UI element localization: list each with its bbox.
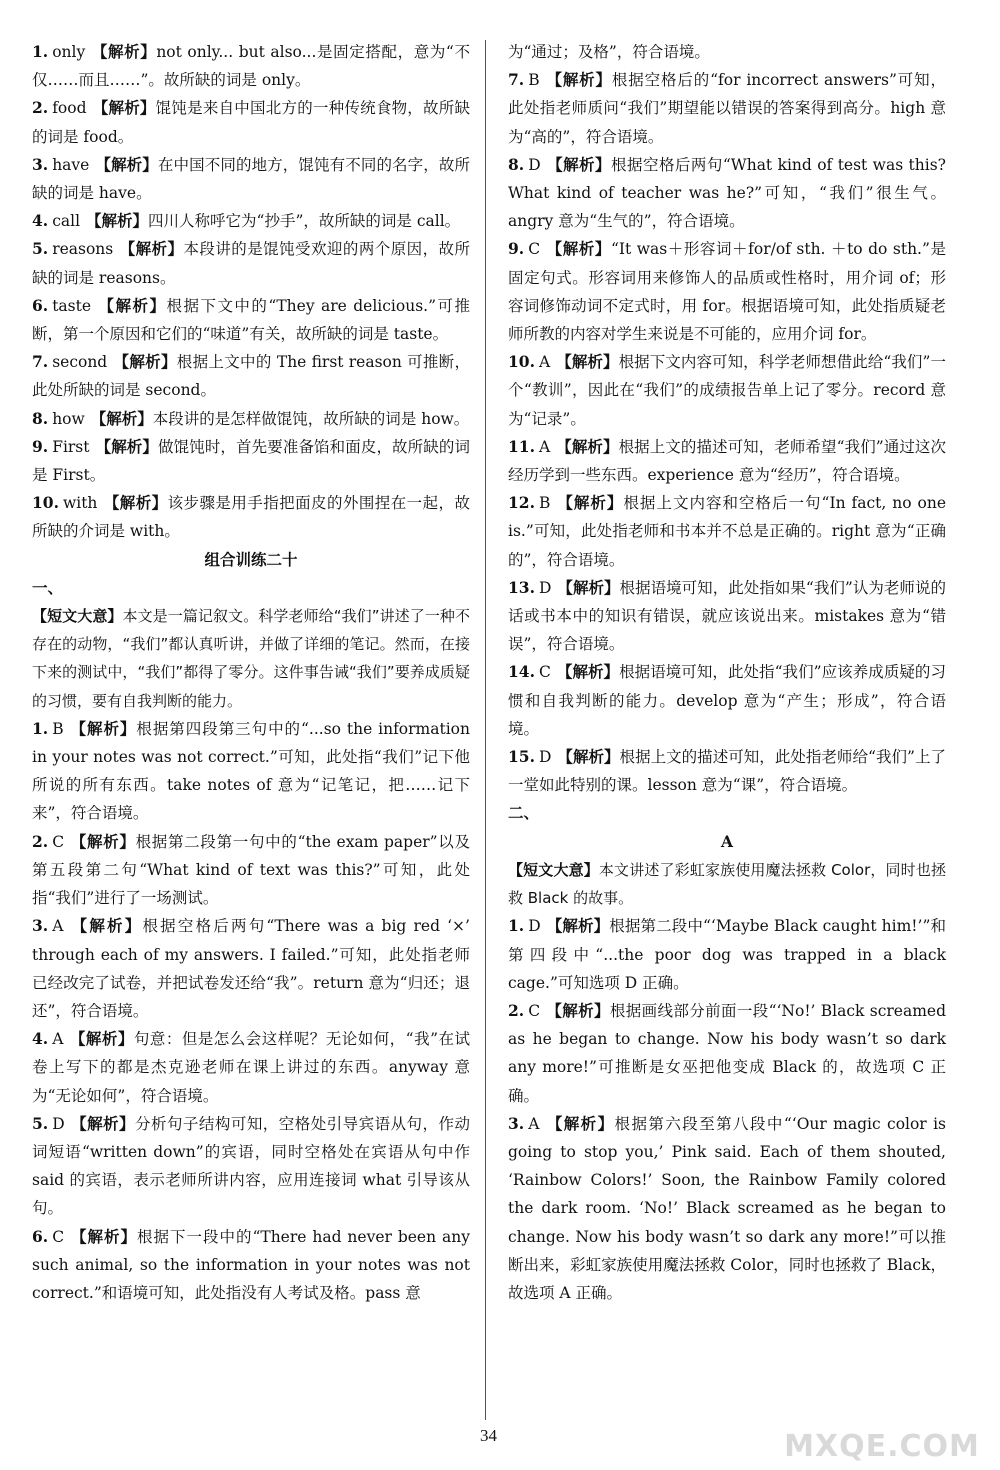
item-number: 11. <box>508 436 535 456</box>
item-answer: call <box>52 212 81 231</box>
analysis-tag: 【解析】 <box>556 436 619 456</box>
answer-item <box>32 1025 470 1110</box>
analysis-tag: 【解析】 <box>556 352 619 372</box>
analysis-tag: 【解析】 <box>113 352 177 372</box>
item-explanation: 做馄饨时，首先要准备馅和面皮，故所缺的词是 First。 <box>32 437 470 485</box>
item-answer: food <box>52 99 87 118</box>
item-number: 2. <box>508 1000 525 1020</box>
answer-item <box>32 912 470 1025</box>
summary-paragraph-1 <box>32 602 470 715</box>
item-number: 2. <box>32 98 49 118</box>
analysis-tag: 【解析】 <box>69 718 137 738</box>
watermark-text: MXQE.COM <box>784 1429 980 1464</box>
analysis-tag: 【解析】 <box>546 916 610 936</box>
item-explanation: 根据第二段第一句中的“the exam paper”以及第五段第二句“What kind of text was this?”可知，此处指“我们”进行了一场测试。 <box>32 832 470 908</box>
analysis-tag: 【解析】 <box>90 408 153 428</box>
item-number: 9. <box>32 436 49 456</box>
answer-item <box>32 151 470 207</box>
answer-item <box>32 489 470 545</box>
answer-list-part3 <box>508 66 946 799</box>
item-answer: D <box>538 578 552 597</box>
answer-item <box>32 207 470 235</box>
analysis-tag: 【解析】 <box>95 154 158 174</box>
item-answer: C <box>538 663 551 682</box>
item-number: 6. <box>32 295 49 315</box>
item-number: 14. <box>508 662 535 682</box>
item-explanation: 根据上文中的 The first reason 可推断，此处所缺的词是 second。 <box>32 353 470 400</box>
item-explanation: 根据空格后的“for incorrect answers”可知，此处指老师质问“我们”期望能以错误的答案得到高分。high 意为“高的”，符合语境。 <box>508 71 946 146</box>
part-one-heading: 一、 <box>32 577 64 597</box>
item-explanation: 根据语境可知，此处指如果“我们”认为老师说的话或书本中的知识有错误，就应该说出来。mistakes 意为“错误”，符合语境。 <box>508 578 946 654</box>
item-number: 7. <box>508 70 525 90</box>
item-number: 6. <box>32 1226 49 1246</box>
item-explanation: 根据上文的描述可知，此处指老师给“我们”上了一堂如此特别的课。lesson 意为“课”，符合语境。 <box>508 748 946 795</box>
item-number: 5. <box>32 1113 49 1133</box>
summary-paragraph-2 <box>508 856 946 912</box>
item-number: 10. <box>32 493 59 513</box>
answer-item <box>32 38 470 94</box>
item-explanation: 馄饨是来自中国北方的一种传统食物，故所缺的词是 food。 <box>32 99 470 146</box>
item-explanation: “It was＋形容词＋for/of sth. ＋to do sth.”是固定句式。形容词用来修饰人的品质或性格时，用介词 of；形容词修饰动词不定式时，用 for。根据语境可知，此处指质疑老师所教的内容对学生来说是不可能的，应用介词 for。 <box>508 240 946 344</box>
answer-item <box>508 348 946 433</box>
answer-list-part2 <box>32 715 470 1307</box>
item-answer: B <box>528 71 540 90</box>
item-answer: First <box>52 437 90 456</box>
left-column <box>32 38 470 1307</box>
answer-item <box>32 348 470 404</box>
answer-item <box>508 743 946 799</box>
analysis-tag: 【解析】 <box>69 1029 134 1049</box>
item-number: 1. <box>32 718 49 738</box>
item-answer: C <box>52 832 65 851</box>
item-explanation: 根据第六段至第八段中“‘Our magic color is going to stop you,’ Pink said. Each of them shouted, ‘Rainbow Colors!’ Soon, the Rainbow Family colored the dark room. ‘No!’ Black screamed as he began to change. Now his body wasn’t so dark any more!”可以推断出来，彩虹家族使用魔法拯救 Color，同时也拯救了 Black，故选项 A 正确。 <box>508 1114 946 1302</box>
answer-item <box>32 828 470 913</box>
analysis-tag: 【解析】 <box>557 747 620 767</box>
item-answer: D <box>528 155 541 174</box>
item-explanation: 根据空格后两句“There was a big red ‘×’ through each of my answers. I failed.”可知，此处指老师已经改完了试卷，并把试卷发还给“我”。return 意为“归还；退还”，符合语境。 <box>32 917 470 1020</box>
analysis-tag: 【解析】 <box>103 493 168 513</box>
item-explanation: 四川人称呼它为“抄手”，故所缺的词是 call。 <box>148 212 461 231</box>
answer-item <box>508 1110 946 1307</box>
item-explanation: 在中国不同的地方，馄饨有不同的名字，故所缺的词是 have。 <box>32 155 470 203</box>
item-explanation: 根据上文内容和空格后一句“In fact, no one is.”可知，此处指老师和书本并不总是正确的。right 意为“正确的”，符合语境。 <box>508 494 946 569</box>
answer-item <box>32 292 470 348</box>
analysis-tag: 【解析】 <box>546 154 612 174</box>
item-answer: with <box>62 494 98 513</box>
item-number: 13. <box>508 577 535 597</box>
item-explanation: 根据下文中的“They are delicious.”可推断，第一个原因和它们的“味道”有关，故所缺的词是 taste。 <box>32 296 470 344</box>
analysis-tag: 【解析】 <box>70 1113 135 1133</box>
answer-item <box>508 489 946 574</box>
answer-list-part4 <box>508 912 946 1307</box>
analysis-tag: 【解析】 <box>95 436 159 456</box>
part-a-heading: A <box>720 831 734 851</box>
item-explanation: 根据空格后两句“What kind of test was this? What kind of teacher was he?”可知，“我们”很生气。angry 意为“生气的”，符合语境。 <box>508 155 946 231</box>
answer-item <box>508 151 946 236</box>
item-answer: D <box>538 748 552 767</box>
summary-text: 本文是一篇记叙文。科学老师给“我们”讲述了一种不存在的动物，“我们”都认真听讲，并做了详细的笔记。然而，在接下来的测试中，“我们”都得了零分。这件事告诫“我们”要养成质疑的习惯，要有自我判断的能力。 <box>32 607 470 710</box>
answer-item <box>508 912 946 997</box>
item-answer: have <box>52 155 90 174</box>
answer-item <box>32 715 470 828</box>
analysis-tag: 【解析】 <box>557 577 620 597</box>
summary-tag: 【短文大意】 <box>32 607 123 626</box>
answer-item <box>508 433 946 489</box>
item-number: 8. <box>32 408 49 428</box>
item-number: 12. <box>508 493 535 513</box>
item-explanation: 分析句子结构可知，空格处引导宾语从句，作动词短语“written down”的宾语，同时空格处在宾语从句中作 said 的宾语，表示老师所讲内容，应用连接词 what 引导该从句。 <box>32 1114 470 1218</box>
analysis-tag: 【解析】 <box>70 1226 138 1246</box>
answer-item <box>508 66 946 151</box>
item-answer: C <box>52 1227 65 1246</box>
part-two-heading: 二、 <box>508 803 540 823</box>
item-explanation: 根据语境可知，此处指“我们”应该养成质疑的习惯和自我判断的能力。develop 意为“产生；形成”，符合语境。 <box>508 663 946 738</box>
item-explanation: 本段讲的是怎样做馄饨，故所缺的词是 how。 <box>152 409 470 428</box>
item-number: 3. <box>508 1113 525 1133</box>
continued-text: 为“通过；及格”，符合语境。 <box>508 43 710 61</box>
item-number: 1. <box>508 916 525 936</box>
item-number: 5. <box>32 239 49 259</box>
right-column <box>508 38 946 1307</box>
item-explanation: 根据第四段第三句中的“...so the information in your notes was not correct.”可知，此处指“我们”记下他所说的所有东西。take notes of 意为“记笔记，把……记下来”，符合语境。 <box>32 719 470 823</box>
analysis-tag: 【解析】 <box>86 211 149 231</box>
answer-item <box>32 1110 470 1223</box>
answer-item <box>508 574 946 659</box>
answer-item <box>508 997 946 1110</box>
item-answer: C <box>528 1001 541 1020</box>
analysis-tag: 【解析】 <box>545 1113 615 1133</box>
analysis-tag: 【解析】 <box>556 493 624 513</box>
answer-item <box>32 1223 470 1308</box>
item-answer: how <box>52 409 85 428</box>
analysis-tag: 【解析】 <box>70 831 136 851</box>
analysis-tag: 【解析】 <box>97 295 167 315</box>
item-number: 7. <box>32 352 49 372</box>
column-divider <box>485 40 486 1420</box>
summary-text: 本文讲述了彩虹家族使用魔法拯救 Color，同时也拯救 Black 的故事。 <box>508 860 946 908</box>
item-answer: B <box>52 719 64 738</box>
item-answer: A <box>52 917 64 936</box>
item-answer: A <box>538 437 551 456</box>
analysis-tag: 【解析】 <box>546 1000 610 1020</box>
item-number: 4. <box>32 1029 49 1049</box>
item-number: 3. <box>32 916 49 936</box>
analysis-tag: 【解析】 <box>91 42 157 61</box>
answer-item <box>32 405 470 433</box>
analysis-tag: 【解析】 <box>545 70 612 90</box>
answer-item <box>508 658 946 743</box>
item-answer: A <box>52 1030 64 1049</box>
section-title: 组合训练二十 <box>204 549 298 569</box>
analysis-tag: 【解析】 <box>556 662 620 682</box>
item-answer: only <box>52 43 86 61</box>
item-explanation: 根据下一段中的“There had never been any such animal, so the information in your notes was not correct.”和语境可知，此处指没有人考试及格。pass 意 <box>32 1227 470 1302</box>
item-number: 1. <box>32 42 49 61</box>
item-explanation: 本段讲的是馄饨受欢迎的两个原因，故所缺的词是 reasons。 <box>32 240 470 287</box>
answer-item <box>32 94 470 150</box>
item-explanation: 根据第二段中“‘Maybe Black caught him!’”和第四段中“...the poor dog was trapped in a black cage.”可知选项 D 正确。 <box>508 917 946 992</box>
item-explanation: not only... but also...是固定搭配，意为“不仅……而且……”。故所缺的词是 only。 <box>32 43 470 90</box>
item-number: 3. <box>32 154 49 174</box>
item-number: 10. <box>508 352 535 372</box>
item-answer: A <box>538 353 551 372</box>
item-answer: D <box>528 917 541 936</box>
summary-tag: 【短文大意】 <box>508 860 599 879</box>
item-number: 15. <box>508 747 535 767</box>
item-explanation: 根据下文内容可知，科学老师想借此给“我们”一个“教训”，因此在“我们”的成绩报告单上记了零分。record 意为“记录”。 <box>508 353 946 428</box>
answer-item <box>32 235 470 291</box>
item-explanation: 根据画线部分前面一段“‘No!’ Black screamed as he began to change. Now his body wasn’t so dark any more!”可推断是女巫把他变成 Black 的，故选项 C 正确。 <box>508 1001 946 1105</box>
page-number: 34 <box>480 1426 497 1445</box>
item-explanation: 根据上文的描述可知，老师希望“我们”通过这次经历学到一些东西。experience 意为“经历”，符合语境。 <box>508 437 946 485</box>
item-explanation: 该步骤是用手指把面皮的外围捏在一起，故所缺的介词是 with。 <box>32 494 470 541</box>
item-answer: taste <box>52 296 92 315</box>
analysis-tag: 【解析】 <box>546 239 611 259</box>
item-number: 9. <box>508 239 525 259</box>
item-answer: C <box>528 240 541 259</box>
watermark-logo <box>772 1364 992 1464</box>
answer-item <box>32 433 470 489</box>
answer-list-part1 <box>32 38 470 546</box>
item-answer: B <box>538 494 551 513</box>
analysis-tag: 【解析】 <box>69 916 143 936</box>
item-answer: D <box>52 1114 65 1133</box>
analysis-tag: 【解析】 <box>119 239 184 259</box>
item-answer: A <box>528 1114 540 1133</box>
item-number: 2. <box>32 831 49 851</box>
item-explanation: 句意：但是怎么会这样呢？无论如何，“我”在试卷上写下的都是杰克逊老师在课上讲过的东西。anyway 意为“无论如何”，符合语境。 <box>32 1030 470 1105</box>
item-number: 4. <box>32 211 49 231</box>
item-answer: reasons <box>52 240 114 259</box>
item-number: 8. <box>508 154 525 174</box>
analysis-tag: 【解析】 <box>92 98 156 118</box>
answer-item <box>508 235 946 348</box>
item-answer: second <box>52 353 108 372</box>
